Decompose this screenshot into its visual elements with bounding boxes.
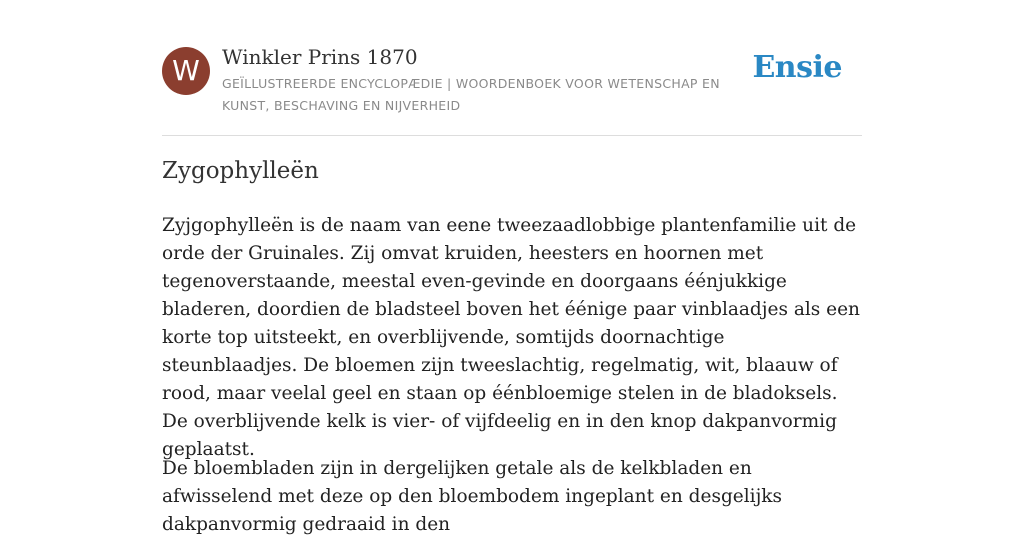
- source-header: [162, 0, 862, 136]
- article-paragraph: Zyjgophylleën is de naam van eene tweezaadlobbige plantenfamilie uit de orde der Gruinales. Zij omvat kruiden, heesters en hoornen met tegenoverstaande, meestal even-gevinde en doorgaans éénjukkige bladeren, doordien de bladsteel boven het éénige paar vinblaadjes als een korte top uitsteekt, en overblijvende, somtijds doornachtige steunblaadjes. De bloemen zijn tweeslachtig, regelmatig, wit, blaauw of rood, maar veelal geel en staan op éénbloemige stelen in de bladoksels. De overblijvende kelk is vier- of vijfdeelig en in den knop dakpanvormig geplaatst.: [162, 215, 860, 460]
- source-subtitle: GEÏLLUSTREERDE ENCYCLOPÆDIE | WOORDENBOEK VOOR WETENSCHAP EN KUNST, BESCHAVING EN NIJVERHEID: [222, 76, 720, 113]
- article-title: Zygophylleën: [162, 158, 319, 184]
- page-container: [162, 0, 862, 535]
- source-title[interactable]: Winkler Prins 1870: [222, 45, 418, 69]
- ensie-logo[interactable]: Ensie: [752, 50, 842, 85]
- source-avatar[interactable]: W: [162, 47, 210, 95]
- article-paragraph: De bloembladen zijn in dergelijken getale als de kelkbladen en afwisselend met deze op den bloembodem ingeplant en desgelijks dakpanvormig gedraaid in den: [162, 458, 783, 535]
